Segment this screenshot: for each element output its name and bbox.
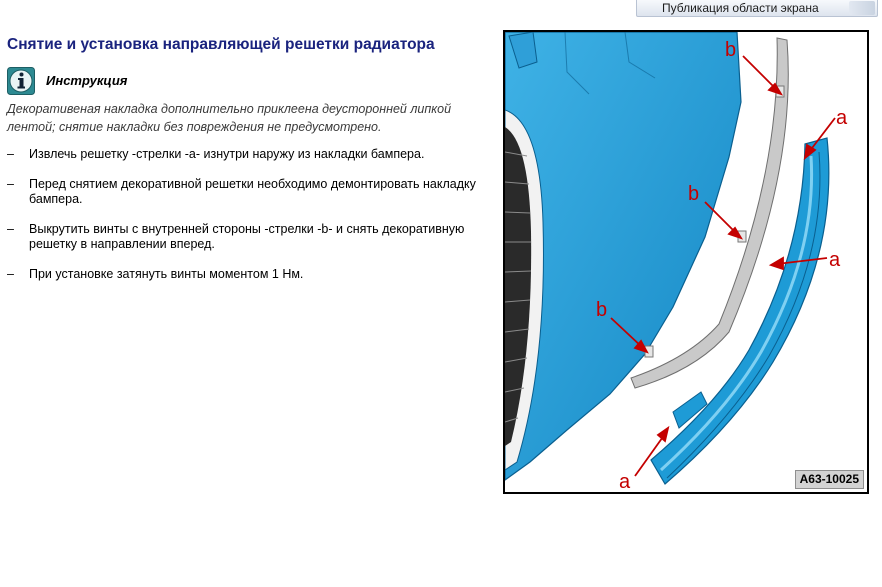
list-marker: – (7, 267, 14, 281)
label-a-2: a (829, 249, 841, 271)
list-item (7, 267, 497, 282)
list-marker: – (7, 222, 14, 236)
info-icon (7, 67, 35, 95)
label-a-3: a (619, 471, 631, 492)
instruction-note: Декоративеная накладка дополнительно приклеена деусторонней липкой лентой; снятие накладки без повреждения не предусмотрено. (7, 102, 452, 134)
screen-capture-icon (849, 1, 875, 15)
step-text: При установке затянуть винты моментом 1 Нм. (29, 267, 304, 281)
list-item (7, 147, 497, 162)
screen-capture-label: Публикация области экрана (662, 1, 819, 15)
list-marker: – (7, 147, 14, 161)
figure-code: A63-10025 (795, 470, 864, 489)
screen-capture-button[interactable] (636, 0, 878, 17)
label-b-1: b (725, 39, 737, 61)
label-b-3: b (596, 299, 608, 321)
step-text: Перед снятием декоративной решетки необходимо демонтировать накладку бампера. (29, 177, 476, 206)
list-marker: – (7, 177, 14, 191)
step-text: Выкрутить винты с внутренней стороны -стрелки -b- и снять декоративную решетку в направлении вперед. (29, 222, 465, 251)
label-a-1: a (836, 107, 848, 129)
instruction-label: Инструкция (46, 73, 128, 88)
list-item (7, 222, 497, 252)
grille-drawing (505, 32, 867, 492)
steps-list (7, 147, 497, 297)
list-item (7, 177, 497, 207)
page-title: Снятие и установка направляющей решетки радиатора (7, 36, 435, 53)
label-b-2: b (688, 183, 700, 205)
figure-illustration (503, 30, 869, 494)
step-text: Извлечь решетку -стрелки -a- изнутри наружу из накладки бампера. (29, 147, 425, 161)
